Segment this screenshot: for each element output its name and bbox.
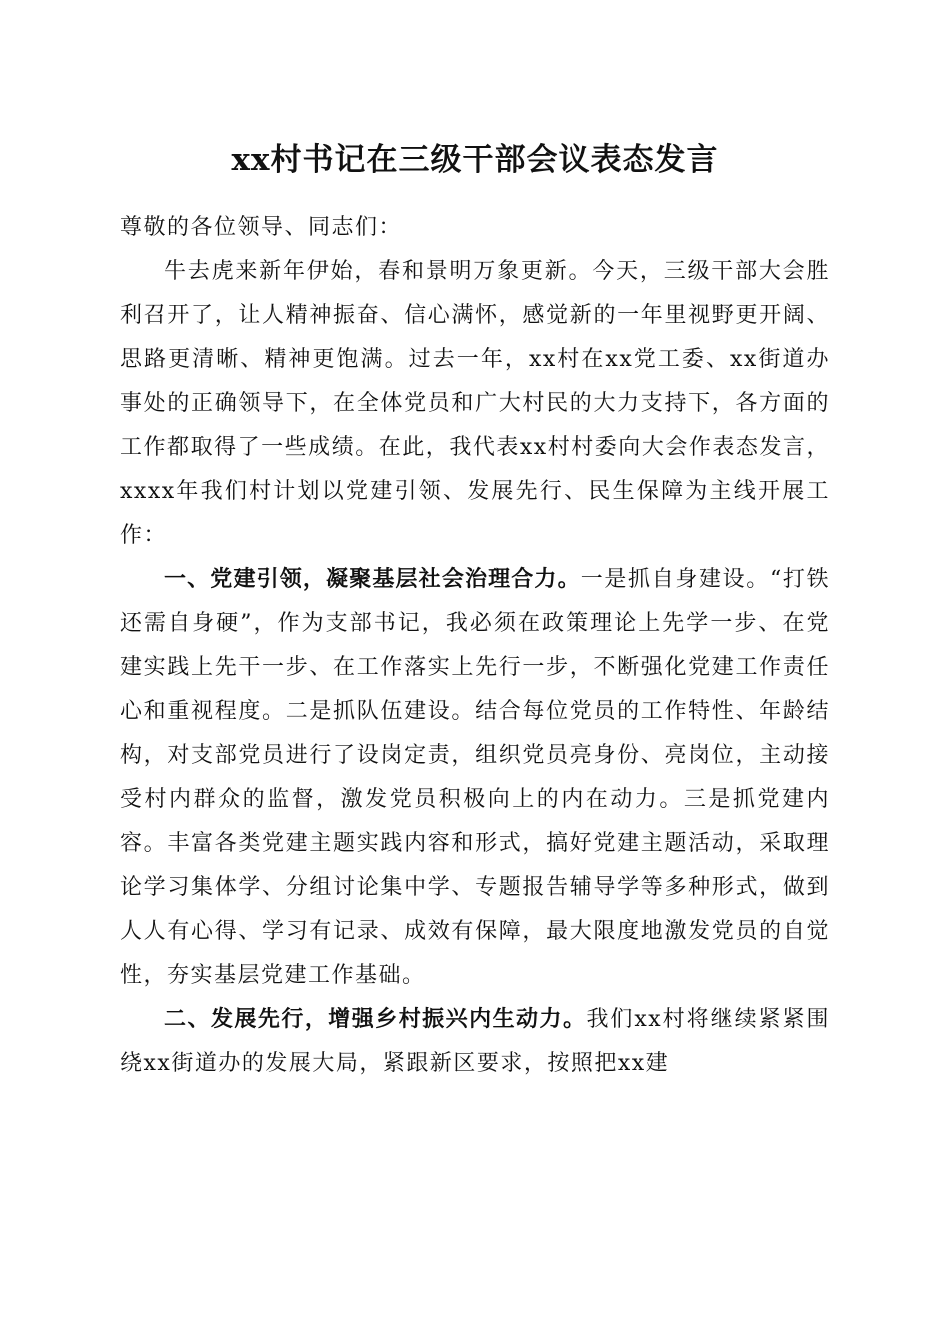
- section-text-1: 一是抓自身建设。“打铁还需自身硬”，作为支部书记，我必须在政策理论上先学一步、在党建实践上先干一步、在工作落实上先行一步，不断强化党建工作责任心和重视程度。二是抓队伍建设。结合每位党员的工作特性、年龄结构，对支部党员进行了设岗定责，组织党员亮身份、亮岗位，主动接受村内群众的监督，激发党员积极向上的内在动力。三是抓党建内容。丰富各类党建主题实践内容和形式，搞好党建主题活动，采取理论学习集体学、分组讨论集中学、专题报告辅导学等多种形式，做到人人有心得、学习有记录、成效有保障，最大限度地激发党员的自觉性，夯实基层党建工作基础。: [120, 567, 830, 988]
- section-text-2: 我们xx村将继续紧紧围绕xx街道办的发展大局，紧跟新区要求，按照把xx建: [120, 1007, 830, 1076]
- document-title: xx村书记在三级干部会议表态发言: [231, 142, 719, 178]
- salutation: 尊敬的各位领导、同志们：: [120, 215, 403, 240]
- section-paragraph-2: [120, 998, 830, 1086]
- section-paragraph-1: [120, 558, 830, 998]
- section-heading-1: 一、党建引领，凝聚基层社会治理合力。: [164, 567, 581, 592]
- intro-paragraph: 牛去虎来新年伊始，春和景明万象更新。今天，三级干部大会胜利召开了，让人精神振奋、信心满怀，感觉新的一年里视野更开阔、思路更清晰、精神更饱满。过去一年，xx村在xx党工委、xx街道办事处的正确领导下，在全体党员和广大村民的大力支持下，各方面的工作都取得了一些成绩。在此，我代表xx村村委向大会作表态发言，xxxx年我们村计划以党建引领、发展先行、民生保障为主线开展工作：: [120, 259, 830, 548]
- section-heading-2: 二、发展先行，增强乡村振兴内生动力。: [164, 1007, 587, 1032]
- document-body: [120, 206, 830, 1086]
